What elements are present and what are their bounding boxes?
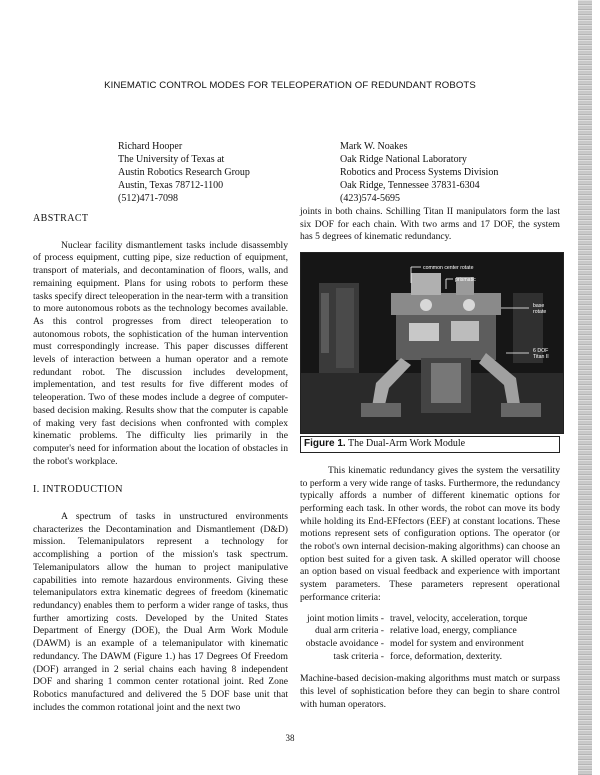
author-block-noakes (340, 140, 498, 205)
label-common-center-rotate: common center rotate (423, 265, 474, 272)
label-prismatic: prismatic (455, 277, 476, 284)
page-number: 38 (285, 733, 295, 743)
criteria-list (300, 613, 560, 664)
introduction-paragraph: A spectrum of tasks in unstructured environments characterizes the Decontamination and Dismantlement (D&D) mission. Telemanipulators represent a technology for accomplishing a portion of the mission's task spectrum. Telemanipulators allow the human to project manipulative capabilities into remote hazardous environments. Giving these telemanipulators extra kinematic degrees of freedom (kinematic redundancy) enables them to perform a wider range of tasks, thus further amortizing costs. Developed by the United States Department of Energy (DOE), the Dual Arm Work Module (DAWM) is an example of a telemanipulator with kinematic redundancy. The DAWM (Figure 1.) has 17 Degrees Of Freedom (DOF) arranged in 2 serial chains each having 8 independent DOF and sharing 1 common center rotational joint. Red Zone Robotics manufactured and delivered the 5 DOF base unit that includes the common rotational joint and the next two (33, 511, 288, 713)
figure-caption (300, 436, 560, 453)
criteria-desc: relative load, energy, compliance (390, 625, 517, 637)
figure-caption-text: The Dual-Arm Work Module (345, 438, 466, 450)
label-titan-2: Titan II (533, 354, 549, 361)
criteria-name: joint motion limits - (306, 612, 384, 624)
criteria-desc: travel, velocity, acceleration, torque (390, 612, 528, 624)
robot-photo (301, 253, 563, 433)
label-base-rotate: base (533, 303, 545, 310)
criteria-name: obstacle avoidance - (305, 637, 384, 649)
introduction-heading: I. INTRODUCTION (33, 484, 123, 496)
closing-paragraph: Machine-based decision-making algorithms must match or surpass this level of sophistication before they can begin to share control with human operators. (300, 673, 560, 710)
figure-dual-arm-work-module (300, 252, 564, 434)
criteria-name: task criteria - (333, 650, 384, 662)
label-base-rotate-2: rotate (533, 309, 547, 316)
author-block-hooper (118, 140, 250, 205)
continued-paragraph: joints in both chains. Schilling Titan II manipulators form the last six DOF for each chain. With two arms and 17 DOF, the system has 5 degrees of kinematic redundancy. (300, 206, 560, 243)
author-address: Oak Ridge, Tennessee 37831-6304 (340, 180, 480, 191)
criteria-name: dual arm criteria - (315, 625, 384, 637)
paper-title: KINEMATIC CONTROL MODES FOR TELEOPERATION OF REDUNDANT ROBOTS (104, 80, 476, 91)
abstract-heading: ABSTRACT (33, 213, 89, 224)
right-column (300, 206, 560, 711)
author-affiliation: Austin Robotics Research Group (118, 167, 250, 178)
author-name: Richard Hooper (118, 141, 183, 152)
left-column (33, 213, 288, 714)
author-phone: (512)471-7098 (118, 193, 178, 204)
scanned-page-edge (578, 0, 592, 775)
author-affiliation: The University of Texas at (118, 154, 225, 165)
author-phone: (423)574-5695 (340, 193, 400, 204)
criteria-desc: force, deformation, dexterity. (390, 650, 503, 662)
author-name: Mark W. Noakes (340, 141, 408, 152)
abstract-paragraph: Nuclear facility dismantlement tasks include disassembly of process equipment, cutting pipe, size reduction of equipment, transport of materials, and decontamination of floors, walls, and remaining equipment. Plans for using robots to perform these tasks specify direct teleoperation in the near-term with a transition to more autonomous robots as the technology becomes available. As this control progresses from direct teleoperation to autonomous robots, the sophistication of the human intervention must correspondingly increase. This paper discusses different levels of interaction between a human operator and a remote redundant robot. The discussion includes development, implementation, and test results for five different modes of teleoperation. Two of these modes include a degree of computer-based decision making. Results show that the computer is capable of making very fast decisions when confronted with complex kinematic problems. The difficulty lies primarily in the computer's need for information about the location of obstacles in the robot's workplace. (33, 239, 288, 467)
criteria-row (300, 651, 560, 664)
author-affiliation: Oak Ridge National Laboratory (340, 154, 467, 165)
body-paragraph: This kinematic redundancy gives the system the versatility to perform a very wide range of tasks. Furthermore, the redundancy typically affords a number of different kinematic options for performing each task. In other words, the robot can move its body while holding its End-EFfectors (EEF) at constant locations. These motions represent sets of configuration options. The operator (or the robot's own internal decision-making algorithms) can choose an option best suited for a given task. A skilled operator will choose an option based on visual feedback and experience with important system parameters. These parameters represent operational performance criteria: (300, 464, 561, 603)
criteria-row (300, 638, 560, 651)
criteria-desc: model for system and environment (390, 637, 524, 649)
author-address: Austin, Texas 78712-1100 (118, 180, 224, 191)
criteria-row (300, 613, 560, 626)
figure-caption-label: Figure 1. (304, 438, 346, 450)
author-affiliation: Robotics and Process Systems Division (340, 167, 499, 178)
criteria-row (300, 625, 560, 638)
label-titan: 6 DOF (533, 348, 549, 355)
